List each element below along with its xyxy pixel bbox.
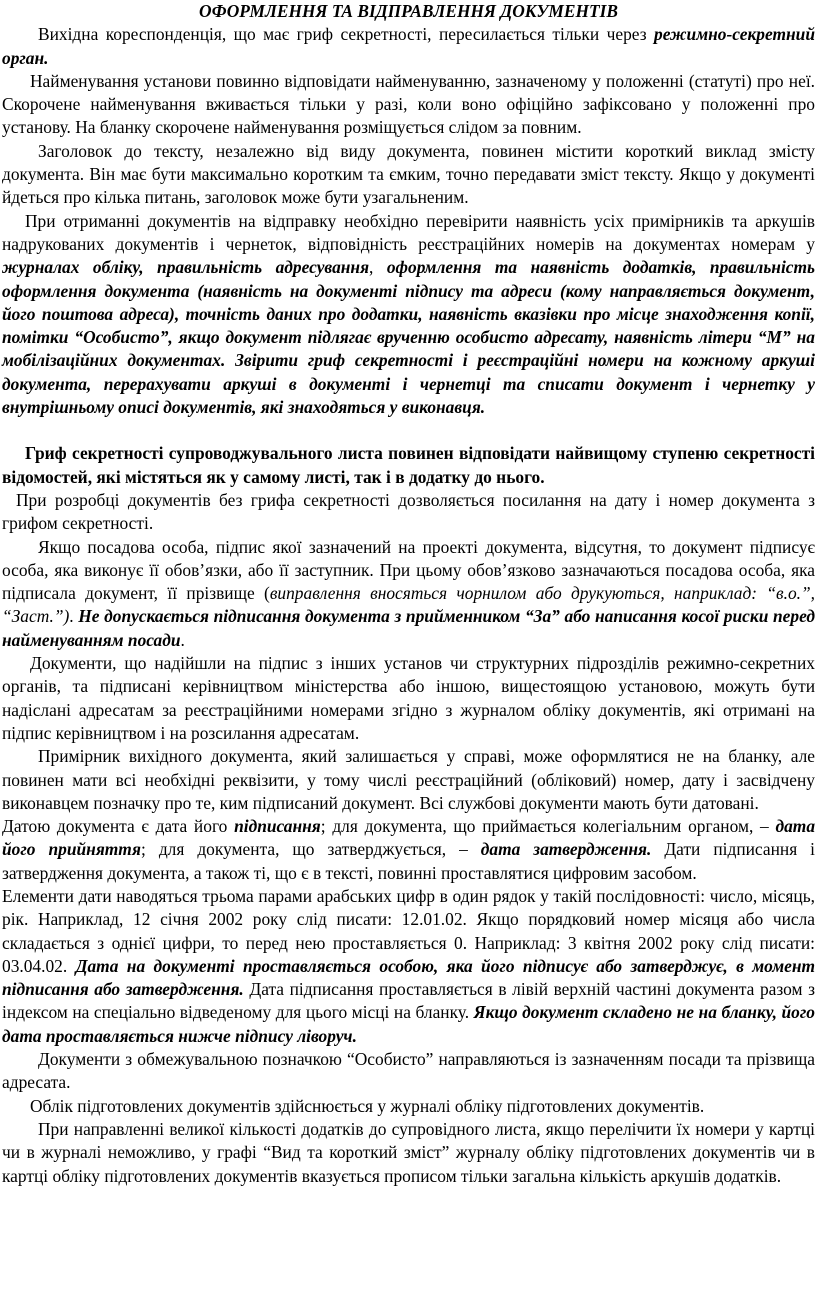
paragraph-incoming-for-signature: Документи, що надійшли на підпис з інших установ чи структурних підрозділів режимно-секретних органів, та підписані керівництвом міністерства або іншою, вищестоящою установою, можуть бути надіслані адресатам за реєстраційними номерами згідно з журналом обліку документів, які отримані на підпис керівництвом і на розсилання адресатам. [2, 653, 815, 743]
emphasis-span: дата його прийняття [2, 816, 816, 860]
paragraph-unclassified-reference: При розробці документів без грифа секретності дозволяється посилання на дату і номер документа з грифом секретності. [2, 489, 815, 534]
paragraph-date-format [2, 885, 815, 1048]
paragraph-personal-marking: Документи з обмежувальною позначкою “Особисто” направляються із зазначенням посади та прізвища адресата. [2, 1049, 815, 1093]
text-span: Елементи дати наводяться трьома парами арабських цифр в один рядок у такій послідовності: число, місяць, рік. Наприклад, 12 січня 2002 року слід писати: 12.01.02. Якщо порядковий номер місяця або числа складається з однієї цифри, то перед нею проставляється 0. Наприклад: 3 квітня 2002 року слід писати: 03.04.02. [2, 885, 815, 976]
emphasis-span: підписання [234, 816, 321, 837]
paragraph-registration-log: Облік підготовлених документів здійснюється у журналі обліку підготовлених документів. [30, 1095, 705, 1116]
text-span: Датою документа є дата його [2, 816, 235, 837]
paragraph-absent-signatory [2, 536, 815, 652]
paragraph-heading: Заголовок до тексту, незалежно від виду документа, повинен містити короткий виклад змісту документа. Він має бути максимально коротким та ємким, точно передавати зміст тексту. Якщо у документі йдеться про кілька питань, заголовок може бути узагальненим. [2, 140, 815, 208]
paragraph-document-date [2, 815, 815, 885]
emphasis-span: оформлення та наявність додатків, правильність оформлення документа (наявність на документі підпису та адреси (кому направляється документ, його поштова адреса), точність даних про додатки, наявність вказівки про місце знаходження копії, помітки “Особисто”, якщо документ підлягає врученню особисто адресату, наявність літери “М” на мобілізаційних документах. Звірити гриф секретності і реєстраційні номери на кожному аркуші документа, перерахувати аркуші в документі і чернетці та списати документ і чернетку у внутрішньому описі документів, які знаходяться у виконавця. [2, 257, 815, 418]
paragraph-dispatch-check [2, 210, 815, 420]
emphasis-span: журналах обліку, правильність адресування [2, 257, 370, 278]
paragraph-institution-name: Найменування установи повинно відповідати найменуванню, зазначеному у положенні (статуті) про неї. Скорочене найменування вживається тільки у разі, коли воно офіційно зафіксовано у положенні про установу. На бланку скорочене найменування розміщується слідом за повним. [2, 70, 815, 138]
paragraph-attachments: При направленні великої кількості додатків до супровідного листа, якщо перелічити їх номери у картці чи в журналі неможливо, у графі “Вид та короткий зміст” журналу обліку підготовлених документів чи в картці обліку підготовлених документів вказується прописом тільки загальна кількість аркушів додатків. [2, 1118, 815, 1186]
text-span: Якщо посадова особа, підпис якої зазначений на проекті документа, відсутня, то документ підписує особа, яка виконує її обов’язки, або її заступник. При цьому обов’язково зазначаються посадова особа, яка підписала документ, її прізвище ( [2, 536, 815, 604]
paragraph-file-copy: Примірник вихідного документа, який залишається у справі, може оформлятися не на бланку, але повинен мати всі необхідні реквізити, у тому числі реєстраційний (обліковий) номер, дату і засвідчену виконавцем позначку про те, ким підписаний документ. Всі службові документи мають бути датовані. [2, 746, 815, 813]
text-span: Вихідна кореспонденція, що має гриф секретності, пересилається тільки через [38, 24, 654, 45]
text-span: . [180, 629, 185, 650]
emphasis-span: дата затвердження. [480, 839, 652, 860]
italic-span: виправлення вносяться чорнилом або друкуються, наприклад: “в.о.”, “Заст.”) [2, 583, 816, 627]
emphasis-span: Не допускається підписання документа з прийменником “За” або написання косої риски перед найменуванням посади [2, 606, 815, 650]
text-span: , [369, 257, 387, 278]
paragraph-outgoing-correspondence [2, 23, 815, 70]
emphasis-span: режимно-секретний орган. [2, 24, 815, 68]
text-span: . [69, 606, 79, 627]
paragraph-cover-letter-classification: Гриф секретності супроводжувального листа повинен відповідати найвищому ступеню секретності відомостей, які містяться як у самому листі, так і в додатку до нього. [2, 443, 815, 487]
emphasis-span: Якщо документ складено не на бланку, його дата проставляється нижче підпису ліворуч. [2, 1002, 815, 1046]
text-span: ; для документа, що приймається колегіальним органом, – [320, 816, 776, 837]
emphasis-span: Дата на документі проставляється особою, яка його підписує або затверджує, в момент підписання або затвердження. [2, 955, 816, 1000]
text-span: При отриманні документів на відправку необхідно перевірити наявність усіх примірників та аркушів надрукованих документів і чернеток, відповідність реєстраційних номерів на документах номерам у [2, 210, 815, 254]
document-title: ОФОРМЛЕННЯ ТА ВІДПРАВЛЕННЯ ДОКУМЕНТІВ [198, 1, 619, 21]
text-span: Дати підписання і затвердження документа, а також ті, що є в тексті, повинні проставлятися цифровим засобом. [2, 839, 815, 883]
text-span: Дата підписання проставляється в лівій верхній частині документа разом з індексом на спеціально відведеному для цього місці на бланку. [2, 979, 815, 1023]
text-span: ; для документа, що затверджується, – [141, 839, 481, 860]
